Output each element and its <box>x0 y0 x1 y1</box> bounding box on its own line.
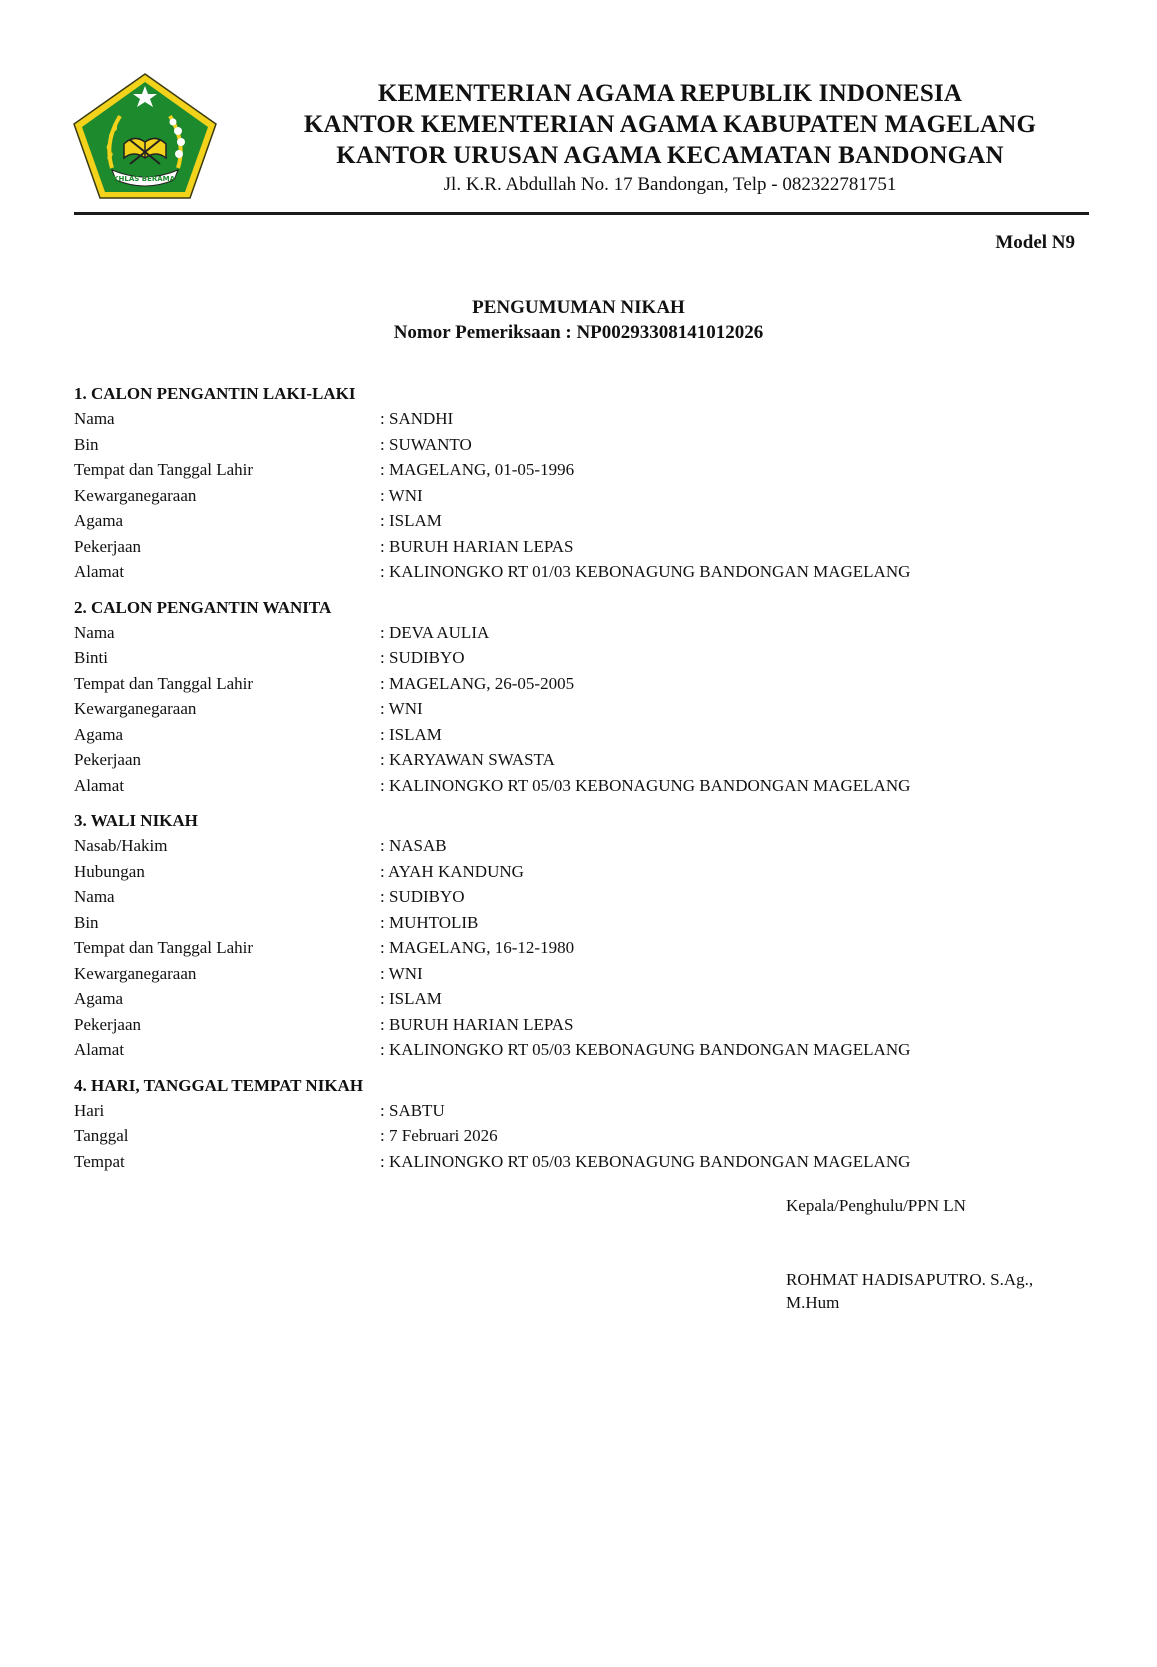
field-row <box>74 457 1084 483</box>
section-heading: 3. WALI NIKAH <box>74 811 198 830</box>
field-label: Nama <box>74 409 115 428</box>
letterhead-line-2: KANTOR KEMENTERIAN AGAMA KABUPATEN MAGELANG <box>303 111 1037 138</box>
field-value: : WNI <box>380 961 423 987</box>
field-value: : DEVA AULIA <box>380 620 489 646</box>
field-value: : MAGELANG, 16-12-1980 <box>380 935 574 961</box>
field-row <box>74 747 1084 773</box>
field-row <box>74 722 1084 748</box>
section-groom <box>74 381 1084 585</box>
field-label: Tempat <box>74 1151 125 1171</box>
examination-number: Nomor Pemeriksaan : NP00293308141012026 <box>393 322 764 343</box>
field-value: : AYAH KANDUNG <box>380 859 524 885</box>
field-label: Pekerjaan <box>74 1014 142 1034</box>
field-value: : MAGELANG, 26-05-2005 <box>380 671 574 697</box>
letterhead-line-3: KANTOR URUSAN AGAMA KECAMATAN BANDONGAN <box>336 142 1004 169</box>
field-label: Nama <box>74 887 115 906</box>
field-value: : MUHTOLIB <box>380 910 478 936</box>
field-row <box>74 1012 1084 1038</box>
letterhead-line-1: KEMENTERIAN AGAMA REPUBLIK INDONESIA <box>377 80 963 107</box>
announcement-content <box>74 381 1084 1184</box>
field-row <box>74 833 1084 859</box>
field-row <box>74 935 1084 961</box>
document-title-block <box>0 295 1157 345</box>
field-label: Tempat dan Tanggal Lahir <box>74 673 254 693</box>
field-row <box>74 910 1084 936</box>
field-label: Alamat <box>74 562 125 581</box>
field-label: Agama <box>74 724 124 744</box>
field-value: : ISLAM <box>380 986 442 1012</box>
model-code: Model N9 <box>995 232 1075 253</box>
document-title: PENGUMUMAN NIKAH <box>472 297 685 318</box>
field-row <box>74 645 1084 671</box>
field-label: Tanggal <box>74 1126 129 1145</box>
signatory-position: Kepala/Penghulu/PPN LN <box>786 1196 966 1215</box>
field-row <box>74 1149 1084 1175</box>
field-label: Hari <box>74 1100 105 1120</box>
field-value: : SANDHI <box>380 406 453 432</box>
field-value: : ISLAM <box>380 722 442 748</box>
field-label: Hubungan <box>74 861 145 881</box>
field-label: Kewarganegaraan <box>74 485 197 505</box>
field-row <box>74 1123 1084 1149</box>
field-label: Agama <box>74 511 124 530</box>
field-value: : BURUH HARIAN LEPAS <box>380 534 574 560</box>
section-heading: 2. CALON PENGANTIN WANITA <box>74 597 332 617</box>
field-row <box>74 696 1084 722</box>
field-value: : SUDIBYO <box>380 884 465 910</box>
field-row <box>74 884 1084 910</box>
signature-block <box>786 1194 1086 1314</box>
field-row <box>74 1098 1084 1124</box>
field-row <box>74 986 1084 1012</box>
field-value: : KALINONGKO RT 01/03 KEBONAGUNG BANDONGAN MAGELANG <box>380 559 910 585</box>
field-value: : SUDIBYO <box>380 645 465 671</box>
field-row <box>74 432 1084 458</box>
field-label: Kewarganegaraan <box>74 963 197 983</box>
field-value: : KALINONGKO RT 05/03 KEBONAGUNG BANDONGAN MAGELANG <box>380 1149 910 1175</box>
section-heading: 1. CALON PENGANTIN LAKI-LAKI <box>74 384 356 403</box>
signatory-name: ROHMAT HADISAPUTRO. S.Ag., M.Hum <box>786 1270 1034 1312</box>
field-label: Tempat dan Tanggal Lahir <box>74 938 254 957</box>
field-row <box>74 559 1084 585</box>
field-value: : MAGELANG, 01-05-1996 <box>380 457 574 483</box>
field-row <box>74 620 1084 646</box>
field-value: : SABTU <box>380 1098 445 1124</box>
letterhead <box>230 78 1110 198</box>
field-row <box>74 508 1084 534</box>
field-row <box>74 483 1084 509</box>
field-value: : NASAB <box>380 833 447 859</box>
field-label: Nasab/Hakim <box>74 836 168 855</box>
field-value: : KARYAWAN SWASTA <box>380 747 555 773</box>
field-row <box>74 534 1084 560</box>
field-label: Pekerjaan <box>74 536 142 556</box>
section-heading: 4. HARI, TANGGAL TEMPAT NIKAH <box>74 1075 364 1095</box>
letterhead-address: Jl. K.R. Abdullah No. 17 Bandongan, Telp - 082322781751 <box>443 174 897 195</box>
field-value: : 7 Februari 2026 <box>380 1123 498 1149</box>
field-row <box>74 961 1084 987</box>
field-label: Bin <box>74 912 99 932</box>
field-value: : SUWANTO <box>380 432 472 458</box>
section-wali <box>74 808 1084 1063</box>
field-label: Pekerjaan <box>74 750 142 769</box>
field-label: Nama <box>74 622 115 642</box>
field-label: Bin <box>74 434 99 454</box>
field-value: : KALINONGKO RT 05/03 KEBONAGUNG BANDONGAN MAGELANG <box>380 773 910 799</box>
field-label: Binti <box>74 648 109 667</box>
kemenag-emblem-icon <box>72 72 218 200</box>
field-row <box>74 1037 1084 1063</box>
field-value: : BURUH HARIAN LEPAS <box>380 1012 574 1038</box>
field-label: Kewarganegaraan <box>74 699 197 718</box>
section-event <box>74 1073 1084 1175</box>
field-value: : ISLAM <box>380 508 442 534</box>
letterhead-divider <box>74 212 1089 215</box>
field-row <box>74 773 1084 799</box>
field-value: : WNI <box>380 483 423 509</box>
field-row <box>74 671 1084 697</box>
field-row <box>74 859 1084 885</box>
field-row <box>74 406 1084 432</box>
section-bride <box>74 595 1084 799</box>
field-label: Agama <box>74 989 124 1008</box>
field-label: Alamat <box>74 1040 125 1059</box>
field-value: : WNI <box>380 696 423 722</box>
field-value: : KALINONGKO RT 05/03 KEBONAGUNG BANDONGAN MAGELANG <box>380 1037 910 1063</box>
field-label: Tempat dan Tanggal Lahir <box>74 460 254 479</box>
logo-motto: IKHLAS BERAMAL <box>110 175 180 183</box>
field-label: Alamat <box>74 775 125 795</box>
